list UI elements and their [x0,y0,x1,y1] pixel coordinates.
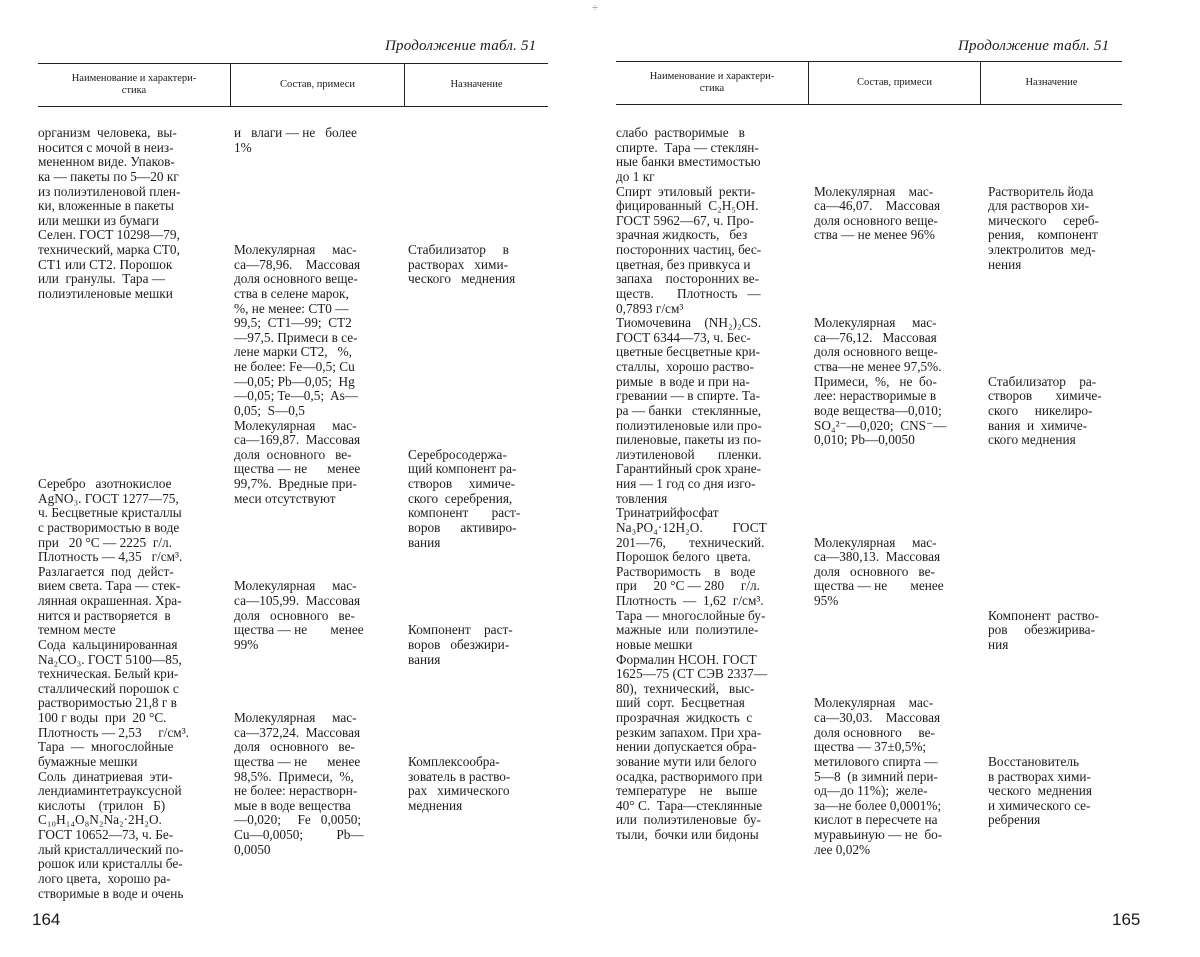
page-number: 165 [1112,910,1141,929]
page-number: 164 [32,910,61,929]
table-continuation-label: Продолжение табл. 51 [385,38,537,54]
column-name-text: слабо растворимые в спирте. Тара — стеклян- ные банки вместимостью до 1 кг Спирт этиловый ректи- фицированный C₂H₅OH. ГОСТ 5962—67, ч. Про- зрачная жидкость, без посторонних частиц, бес- цветная, без привкуса и запаха посторонних ве- ществ. Плотность — 0,7893 г/см³ Тиомочевина (NH₂)₂CS. ГОСТ 6344—73, ч. Бес- цветные бесцветные кри- сталлы, хорошо раство- римые в воде и при на- гревании — в спирте. Та- ра — банки стеклянные, полиэтиленовые или про- пиленовые, пакеты из по- лиэтиленовой пленки. Гарантийный срок хране- ния — 1 год со дня изго- товления Тринатрийфосфат Na₃PO₄·12H₂O. ГОСТ 201—76, технический. Порошок белого цвета. Растворимость в воде при 20 °С — 280 г/л. Плотность — 1,62 г/см³. Тара — многослойные бу- мажные или полиэтиле- новые мешки Формалин НСОН. ГОСТ 1625—75 (СТ СЭВ 2337— 80), технический, выс- ший сорт. Бесцветная прозрачная жидкость с резким запахом. При хра- нении допускается обра- зование мути или белого осадка, растворимого при температуре не выше 40° С. Тара—стеклянные или полиэтиленовые бу- тыли, бочки или бидоны [616,125,767,842]
table-continuation-label: Продолжение табл. 51 [958,38,1110,54]
page-right [600,0,1200,957]
column-composition-text: и влаги — не более 1% Молекулярная мас- са—78,96. Массовая доля основного веще- ства в селене марок, %, не менее: СТ0 — 99,5; СТ1—99; СТ2 —97,5. Примеси в се- лене марки СТ2, %, не более: Fe—0,5; Cu —0,05; Pb—0,05; Hg —0,05; Te—0,5; As— 0,05; S—0,5 Молекулярная мас- са—169,87. Массовая доля основного ве- щества — не менее 99,7%. Вредные при- меси отсутствуют Молекулярная мас- са—105,99. Массовая доля основного ве- щества — не менее 99% Молекулярная мас- са—372,24. Массовая доля основного ве- щества — не менее 98,5%. Примеси, %, не более: нерастворн- мые в воде вещества —0,020; Fe 0,0050; Cu—0,0050; Pb— 0,0050 [234,125,364,857]
header-name: Наименование и характери- стика [71,72,197,96]
header-purpose: Назначение [404,64,548,106]
table-header [38,63,548,107]
header-purpose: Назначение [980,62,1122,104]
column-name-text: организм человека, вы- носится с мочой в неиз- мененном виде. Упаков- ка — пакеты по 5—20 кг из полиэтиленовой плен- ки, вложенные в пакеты или мешки из бумаги Селен. ГОСТ 10298—79, технический, марка СТ0, СТ1 или СТ2. Порошок или гранулы. Тара — полиэтиленовые мешки Серебро азотнокислое AgNO₃. ГОСТ 1277—75, ч. Бесцветные кристаллы с растворимостью в воде при 20 °С — 2225 г/л. Плотность — 4,35 г/см³. Разлагается под дейст- вием света. Тара — стек- лянная окрашенная. Хра- нится и растворяется в темном месте Сода кальцинированная Na₂CO₃. ГОСТ 5100—85, техническая. Белый кри- сталлический порошок с растворимостью 21,8 г в 100 г воды при 20 °С. Плотность — 2,53 г/см³. Тара — многослойные бумажные мешки Соль динатриевая эти- лендиаминтетрауксусной кислоты (трилон Б) C₁₀H₁₄O₈N₂Na₂·2H₂O. ГОСТ 10652—73, ч. Бе- лый кристаллический по- рошок или кристаллы бе- лого цвета, хорошо ра- створимые в воде и очень [38,125,190,901]
column-purpose-text: Стабилизатор в растворах хими- ческого меднения Серебросодержа- щий компонент ра- створов химиче- ского серебрения, компонент раст- воров активиро- вания Компонент раст- воров обезжири- вания Комплексообра- зователь в раство- рах химического меднения [408,242,521,813]
column-composition-text: Молекулярная мас- са—46,07. Массовая доля основного веще- ства — не менее 96% Молекулярная мас- са—76,12. Массовая доля основного веще- ства—не менее 97,5%. Примеси, %, не бо- лее: нерастворимые в воде вещества—0,010; SO₄²⁻—0,020; CNS⁻— 0,010; Pb—0,0050 Молекулярная мас- са—380,13. Массовая доля основного ве- щества — не менее 95% Молекулярная мас- са—30,03. Массовая доля основного ве- щества — 37±0,5%; метилового спирта — 5—8 (в зимний пери- од—до 11%); желе- за—не более 0,0001%; кислот в пересчете на муравьиную — не бо- лее 0,02% [814,183,947,857]
margin-mark: ÷ [592,2,599,14]
header-name: Наименование и характери- стика [649,70,775,94]
header-composition: Состав, примеси [230,64,404,106]
table-header [616,61,1122,105]
header-composition: Состав, примеси [808,62,980,104]
column-purpose-text: Растворитель йода для растворов хи- мического сереб- рения, компонент электролитов мед- нения Стабилизатор ра- створов химиче- ского никелиро- вания и химиче- ского меднения Компонент раство- ров обезжирива- ния Восстановитель в растворах хими- ческого меднения и химического се- ребрения [988,183,1102,828]
